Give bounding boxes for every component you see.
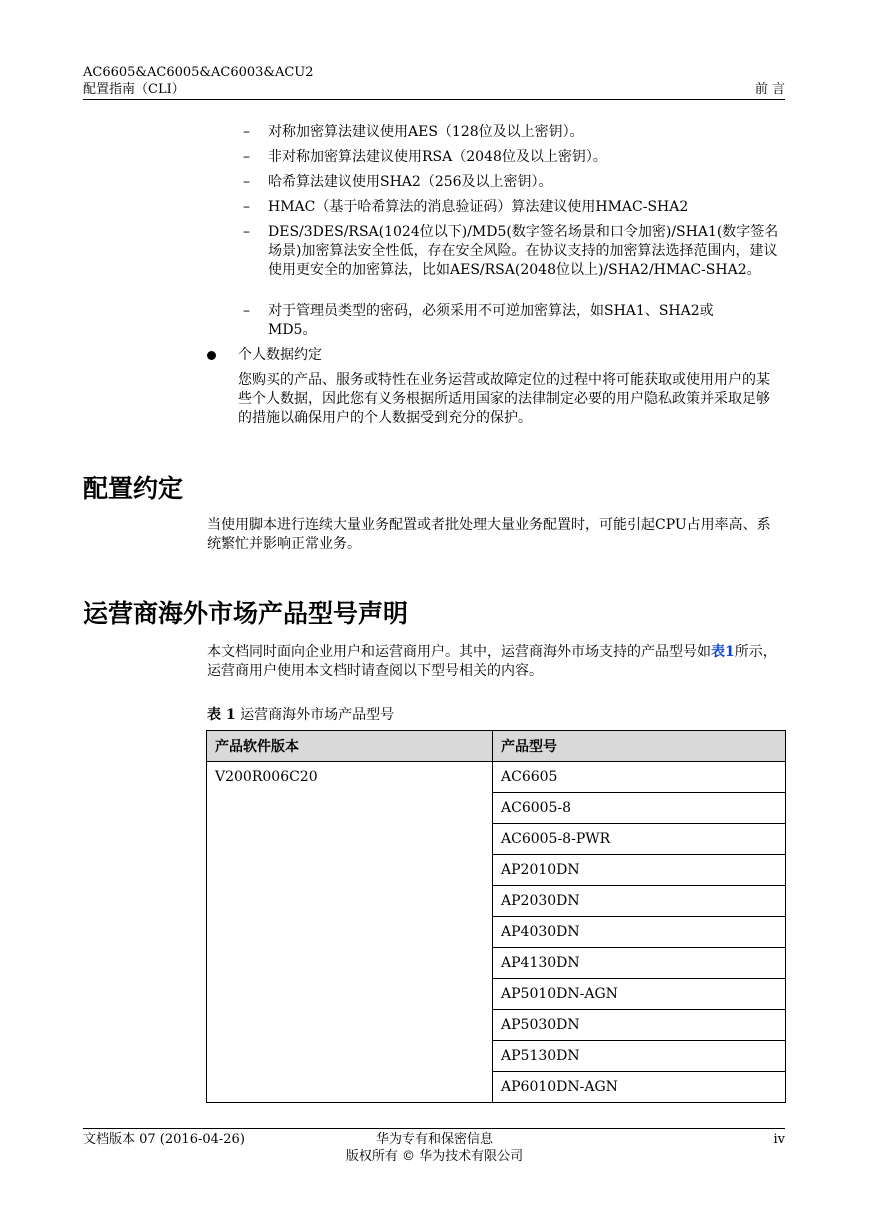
copyright-notice: 版权所有 © 华为技术有限公司 xyxy=(345,1149,524,1164)
dash-item-text: 哈希算法建议使用SHA2（256及以上密钥）。 xyxy=(268,174,553,190)
header-product-model: 产品型号 xyxy=(493,731,786,762)
dash-marker: – xyxy=(243,224,250,240)
section-heading-overseas: 运营商海外市场产品型号声明 xyxy=(83,599,409,628)
product-model-cell: AC6005-8 xyxy=(493,793,786,824)
product-model-cell: AP4130DN xyxy=(493,948,786,979)
table-caption-text: 运营商海外市场产品型号 xyxy=(235,707,395,723)
dash-marker: – xyxy=(243,174,250,190)
doc-guide-title: 配置指南（CLI） xyxy=(83,82,185,97)
dash-item-text: HMAC（基于哈希算法的消息验证码）算法建议使用HMAC-SHA2 xyxy=(268,199,689,215)
header-software-version: 产品软件版本 xyxy=(207,731,493,762)
product-model-cell: AP4030DN xyxy=(493,917,786,948)
product-model-cell: AP2010DN xyxy=(493,855,786,886)
section-name: 前 言 xyxy=(754,82,785,97)
dash-marker: – xyxy=(243,149,250,165)
table-header-row xyxy=(207,731,786,762)
overseas-text-post: 所示，运营商用户使用本文档时请查阅以下型号相关的内容。 xyxy=(207,644,777,679)
dash-marker: – xyxy=(243,124,250,140)
product-model-cell: AP2030DN xyxy=(493,886,786,917)
page-header xyxy=(83,64,785,98)
personal-data-paragraph: 您购买的产品、服务或特性在业务运营或故障定位的过程中将可能获取或使用用户的某些个人数据，因此您有义务根据所适用国家的法律制定必要的用户隐私政策并采取足够的措施以确保用户的个人数据受到充分的保护。 xyxy=(238,372,770,426)
table-row xyxy=(207,762,786,793)
dash-item-text: 对于管理员类型的密码，必须采用不可逆加密算法，如SHA1、SHA2或MD5。 xyxy=(268,303,714,338)
dash-item-text: 非对称加密算法建议使用RSA（2048位及以上密钥）。 xyxy=(268,149,607,165)
bullet-dot-icon xyxy=(207,351,216,360)
dash-marker: – xyxy=(243,199,250,215)
product-model-table xyxy=(206,730,786,1103)
section-heading-config: 配置约定 xyxy=(83,474,184,503)
doc-version: 文档版本 07 (2016-04-26) xyxy=(83,1132,245,1147)
software-version-cell: V200R006C20 xyxy=(207,762,493,1103)
header-divider xyxy=(83,99,785,100)
product-model-cell: AP5030DN xyxy=(493,1010,786,1041)
table-1-link[interactable]: 表1 xyxy=(711,644,735,660)
product-model-cell: AC6605 xyxy=(493,762,786,793)
table-caption xyxy=(207,706,394,725)
product-model-cell: AP5010DN-AGN xyxy=(493,979,786,1010)
footer-center xyxy=(0,1131,869,1165)
bullet-label: 个人数据约定 xyxy=(238,347,322,363)
overseas-paragraph xyxy=(207,643,782,681)
overseas-text-pre: 本文档同时面向企业用户和运营商用户。其中，运营商海外市场支持的产品型号如 xyxy=(207,644,711,660)
product-model-cell: AC6005-8-PWR xyxy=(493,824,786,855)
table-caption-number: 表 1 xyxy=(207,707,236,723)
product-model-cell: AP5130DN xyxy=(493,1041,786,1072)
page-number: iv xyxy=(773,1132,785,1147)
dash-item-text: 对称加密算法建议使用AES（128位及以上密钥）。 xyxy=(268,124,584,140)
config-paragraph: 当使用脚本进行连续大量业务配置或者批处理大量业务配置时，可能引起CPU占用率高、系统繁忙并影响正常业务。 xyxy=(207,517,771,552)
confidential-notice: 华为专有和保密信息 xyxy=(375,1132,493,1147)
dash-item-text: DES/3DES/RSA(1024位以下)/MD5(数字签名场景和口令加密)/SHA1(数字签名场景)加密算法安全性低，存在安全风险。在协议支持的加密算法选择范围内，建议使用更安全的加密算法，比如AES/RSA(2048位以上)/SHA2/HMAC-SHA2。 xyxy=(268,224,779,278)
dash-marker: – xyxy=(243,303,250,319)
footer-divider xyxy=(83,1128,785,1129)
doc-product-line: AC6605&AC6005&AC6003&ACU2 xyxy=(83,65,314,80)
product-model-cell: AP6010DN-AGN xyxy=(493,1072,786,1103)
